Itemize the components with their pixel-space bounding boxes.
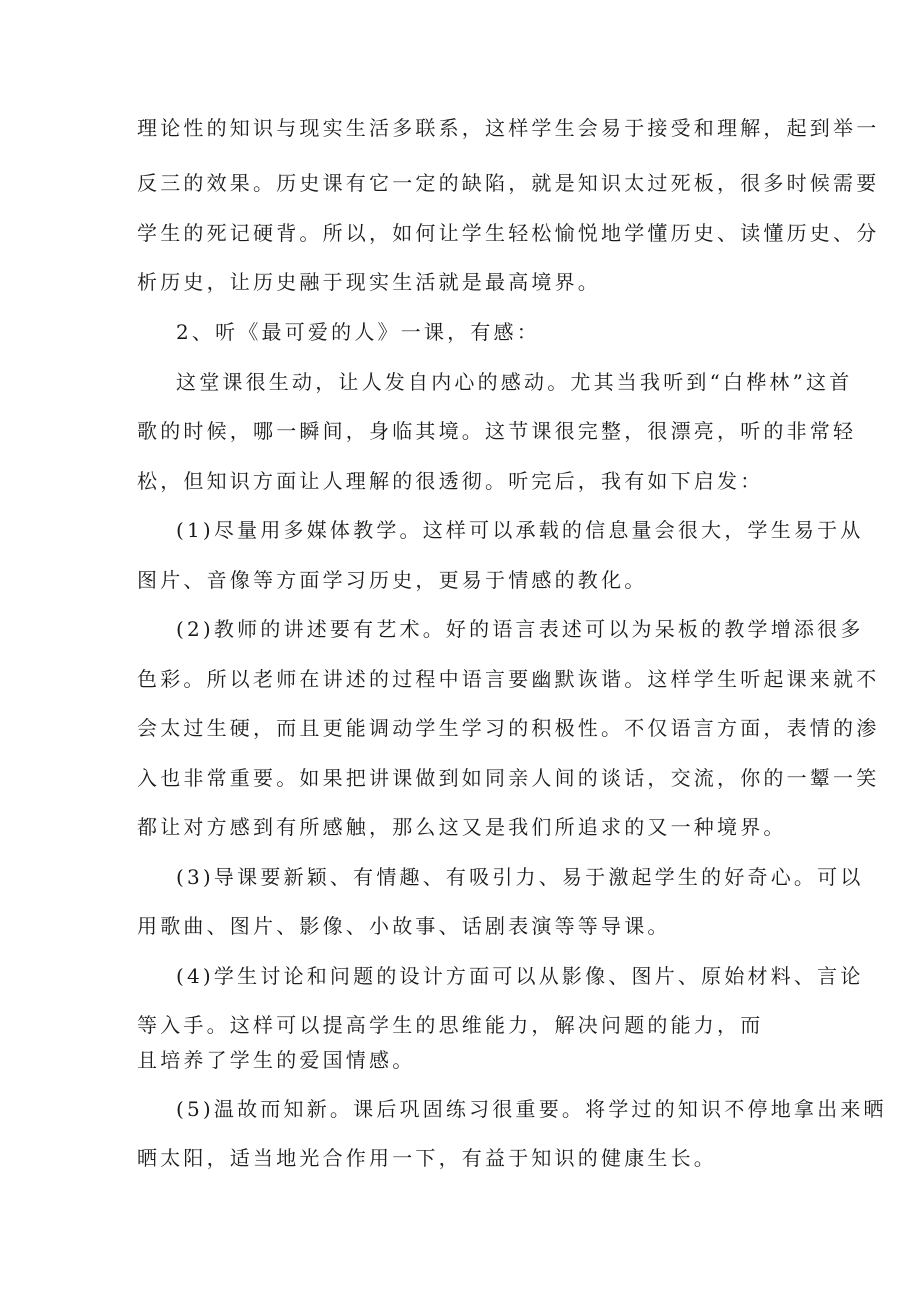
text-line: 都让对方感到有所感触，那么这又是我们所追求的又一种境界。 (137, 815, 787, 839)
text-line: 色彩。所以老师在讲述的过程中语言要幽默诙谐。这样学生听起课来就不 (137, 667, 880, 691)
text-line: 用歌曲、图片、影像、小故事、话剧表演等等导课。 (137, 914, 671, 938)
list-item-1: (1)尽量用多媒体教学。这样可以承载的信息量会很大，学生易于从 (176, 518, 864, 542)
text-line: 这堂课很生动，让人发自内心的感动。尤其当我听到“白桦林”这首 (176, 370, 853, 394)
text-line: 晒太阳，适当地光合作用一下，有益于知识的健康生长。 (137, 1146, 717, 1170)
list-item-2: (2)教师的讲述要有艺术。好的语言表述可以为呆板的教学增添很多 (176, 617, 864, 641)
text-line: 反三的效果。历史课有它一定的缺陷，就是知识太过死板，很多时候需要 (137, 171, 880, 195)
text-line: 学生的死记硬背。所以，如何让学生轻松愉悦地学懂历史、读懂历史、分 (137, 221, 880, 245)
list-item-3: (3)导课要新颖、有情趣、有吸引力、易于激起学生的好奇心。可以 (176, 865, 864, 889)
text-line: 理论性的知识与现实生活多联系，这样学生会易于接受和理解，起到举一 (137, 116, 880, 140)
text-line: 会太过生硬，而且更能调动学生学习的积极性。不仅语言方面，表情的渗 (137, 716, 880, 740)
text-line: 图片、音像等方面学习历史，更易于情感的教化。 (137, 568, 648, 592)
text-line: 析历史，让历史融于现实生活就是最高境界。 (137, 270, 601, 294)
text-line: 且培养了学生的爱国情感。 (137, 1048, 416, 1072)
list-item-5: (5)温故而知新。课后巩固练习很重要。将学过的知识不停地拿出来晒 (176, 1097, 887, 1121)
list-item-4: (4)学生讨论和问题的设计方面可以从影像、图片、原始材料、言论 (176, 964, 864, 988)
text-line: 入也非常重要。如果把讲课做到如同亲人间的谈话，交流，你的一颦一笑 (137, 766, 880, 790)
text-line: 等入手。这样可以提高学生的思维能力，解决问题的能力，而 (137, 1013, 764, 1037)
section-heading: 2、听《最可爱的人》一课，有感： (176, 320, 540, 344)
text-line: 松，但知识方面让人理解的很透彻。听完后，我有如下启发： (137, 469, 764, 493)
text-line: 歌的时候，哪一瞬间，身临其境。这节课很完整，很漂亮，听的非常轻 (137, 419, 857, 443)
